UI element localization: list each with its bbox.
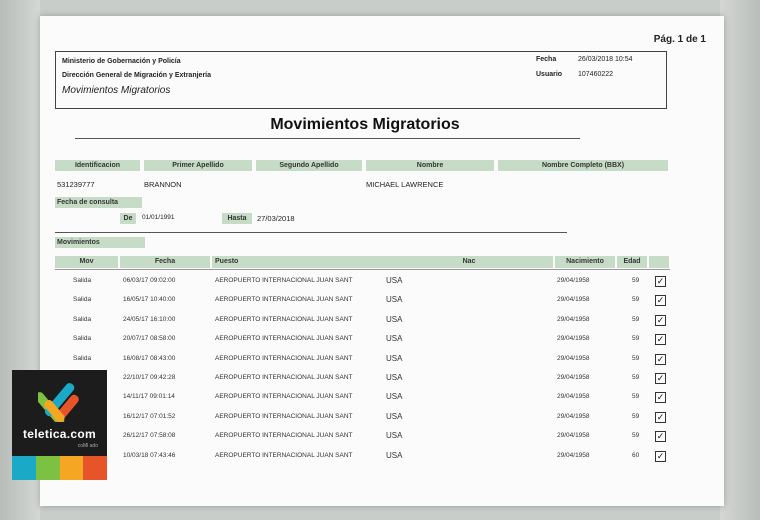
teletica-logo-icon [38,378,82,422]
row-checkbox[interactable]: ✓ [656,373,665,383]
col-check [649,256,669,268]
title-underline [75,138,580,139]
cell-puesto: AEROPUERTO INTERNACIONAL JUAN SANT [215,335,353,343]
movimientos-label: Movimientos [55,237,145,248]
header-segundo-apellido: Segundo Apellido [256,160,362,171]
color-bar-segment [12,456,36,480]
identificacion-value: 531239777 [57,180,95,189]
col-edad: Edad [617,256,647,268]
cell-puesto: AEROPUERTO INTERNACIONAL JUAN SANT [215,315,353,323]
hasta-value: 27/03/2018 [257,214,295,223]
cell-puesto: AEROPUERTO INTERNACIONAL JUAN SANT [215,296,353,304]
cell-puesto: AEROPUERTO INTERNACIONAL JUAN SANT [215,277,353,284]
page-title: Movimientos Migratorios [270,116,460,133]
usuario-label: Usuario [536,71,563,78]
cell-mov: Salida [73,315,92,323]
table-row [55,292,670,311]
consulta-divider [55,232,567,233]
header-identificacion: Identificacion [55,160,140,171]
table-row [55,331,670,350]
hasta-label: Hasta [222,213,252,224]
cell-mov: Salida [73,354,92,362]
cell-edad: 59 [632,393,640,401]
table-row [55,370,670,389]
cell-edad: 59 [632,374,640,381]
cell-nacimiento: 29/04/1958 [557,412,590,420]
cell-nac: USA [386,431,403,441]
cell-fecha: 16/12/17 07:01:52 [123,412,176,420]
cell-edad: 60 [632,451,640,459]
cell-nacimiento: 29/04/1958 [557,432,590,440]
cell-nac: USA [386,276,403,285]
cell-puesto: AEROPUERTO INTERNACIONAL JUAN SANT [215,393,353,401]
cell-nacimiento: 29/04/1958 [557,451,590,459]
teletica-tagline: coMl ado [77,443,98,449]
teletica-color-bar [12,456,107,480]
usuario-value: 107460222 [578,71,614,78]
document-page [40,16,724,506]
de-label: De [120,213,136,224]
header-nombre: Nombre [366,160,494,171]
table-row [55,428,670,447]
cell-fecha: 14/11/17 09:01:14 [123,393,175,401]
cell-nac: USA [386,334,403,344]
nombre-value: MICHAEL LAWRENCE [366,180,444,189]
cell-nacimiento: 29/04/1958 [557,354,590,362]
row-checkbox[interactable]: ✓ [656,392,665,403]
cell-fecha: 10/03/18 07:43:46 [123,451,176,459]
cell-edad: 59 [632,354,640,362]
report-subtitle: Movimientos Migratorios [62,85,171,96]
table-row [55,389,670,408]
cell-fecha: 22/10/17 09:42:28 [123,374,176,381]
cell-fecha: 24/05/17 16:10:00 [123,315,176,323]
cell-nacimiento: 29/04/1958 [557,315,590,323]
header-primer-apellido: Primer Apellido [144,160,252,171]
row-checkbox[interactable]: ✓ [656,431,665,442]
cell-nac: USA [386,392,403,402]
table-header-divider [55,269,670,270]
row-checkbox[interactable]: ✓ [656,450,665,461]
header-box [55,51,667,109]
cell-mov: Salida [73,335,92,343]
cell-puesto: AEROPUERTO INTERNACIONAL JUAN SANT [215,354,353,362]
page-number: Pág. 1 de 1 [653,34,706,45]
col-puesto: Puesto [212,256,385,268]
row-checkbox[interactable]: ✓ [656,295,665,306]
cell-nac: USA [386,373,403,382]
cell-nacimiento: 29/04/1958 [557,296,590,304]
cell-mov: Salida [73,277,92,284]
cell-edad: 59 [632,335,640,343]
row-checkbox[interactable]: ✓ [656,411,665,422]
cell-puesto: AEROPUERTO INTERNACIONAL JUAN SANT [215,451,353,459]
teletica-brand: teletica.com [23,427,96,441]
table-row [55,312,670,331]
directorate-name: Dirección General de Migración y Extranjería [62,72,211,79]
color-bar-segment [83,456,107,480]
cell-nacimiento: 29/04/1958 [557,374,590,381]
cell-fecha: 16/08/17 08:43:00 [123,354,176,362]
cell-fecha: 16/05/17 10:40:00 [123,296,176,304]
color-bar-segment [36,456,60,480]
fecha-label: Fecha [536,56,557,63]
cell-nac: USA [386,314,403,324]
cell-puesto: AEROPUERTO INTERNACIONAL JUAN SANT [215,432,353,440]
cell-nacimiento: 29/04/1958 [557,277,590,284]
cell-edad: 59 [632,315,640,323]
color-bar-segment [60,456,84,480]
col-mov: Mov [55,256,118,268]
row-checkbox[interactable]: ✓ [656,314,665,325]
row-checkbox[interactable]: ✓ [656,353,665,364]
de-value: 01/01/1991 [142,214,175,221]
cell-fecha: 06/03/17 09:02:00 [123,277,176,284]
col-fecha: Fecha [120,256,210,268]
cell-mov: Salida [73,296,92,304]
cell-fecha: 20/07/17 08:58:00 [123,335,176,343]
col-nac: Nac [385,256,553,268]
col-nacimiento: Nacimiento [555,256,615,268]
cell-nac: USA [386,450,403,460]
table-row [55,273,670,292]
cell-edad: 59 [632,432,640,440]
cell-edad: 59 [632,412,640,420]
cell-nac: USA [386,353,403,363]
cell-nac: USA [386,295,403,305]
cell-puesto: AEROPUERTO INTERNACIONAL JUAN SANT [215,412,353,420]
row-checkbox[interactable]: ✓ [656,334,665,345]
header-nombre-completo: Nombre Completo (BBX) [498,160,668,171]
primer-apellido-value: BRANNON [144,180,182,189]
cell-edad: 59 [632,296,640,304]
table-row [55,409,670,428]
row-checkbox[interactable]: ✓ [656,276,665,286]
cell-fecha: 26/12/17 07:58:08 [123,432,176,440]
teletica-watermark [12,370,107,480]
fecha-consulta-label: Fecha de consulta [55,197,142,208]
table-row [55,448,670,467]
cell-nacimiento: 29/04/1958 [557,335,590,343]
cell-nac: USA [386,411,403,421]
cell-puesto: AEROPUERTO INTERNACIONAL JUAN SANT [215,374,353,381]
fecha-value: 26/03/2018 10:54 [578,56,633,63]
cell-edad: 59 [632,277,640,284]
table-row [55,351,670,370]
cell-nacimiento: 29/04/1958 [557,393,590,401]
background-right [720,0,760,520]
ministry-name: Ministerio de Gobernación y Policía [62,58,181,65]
